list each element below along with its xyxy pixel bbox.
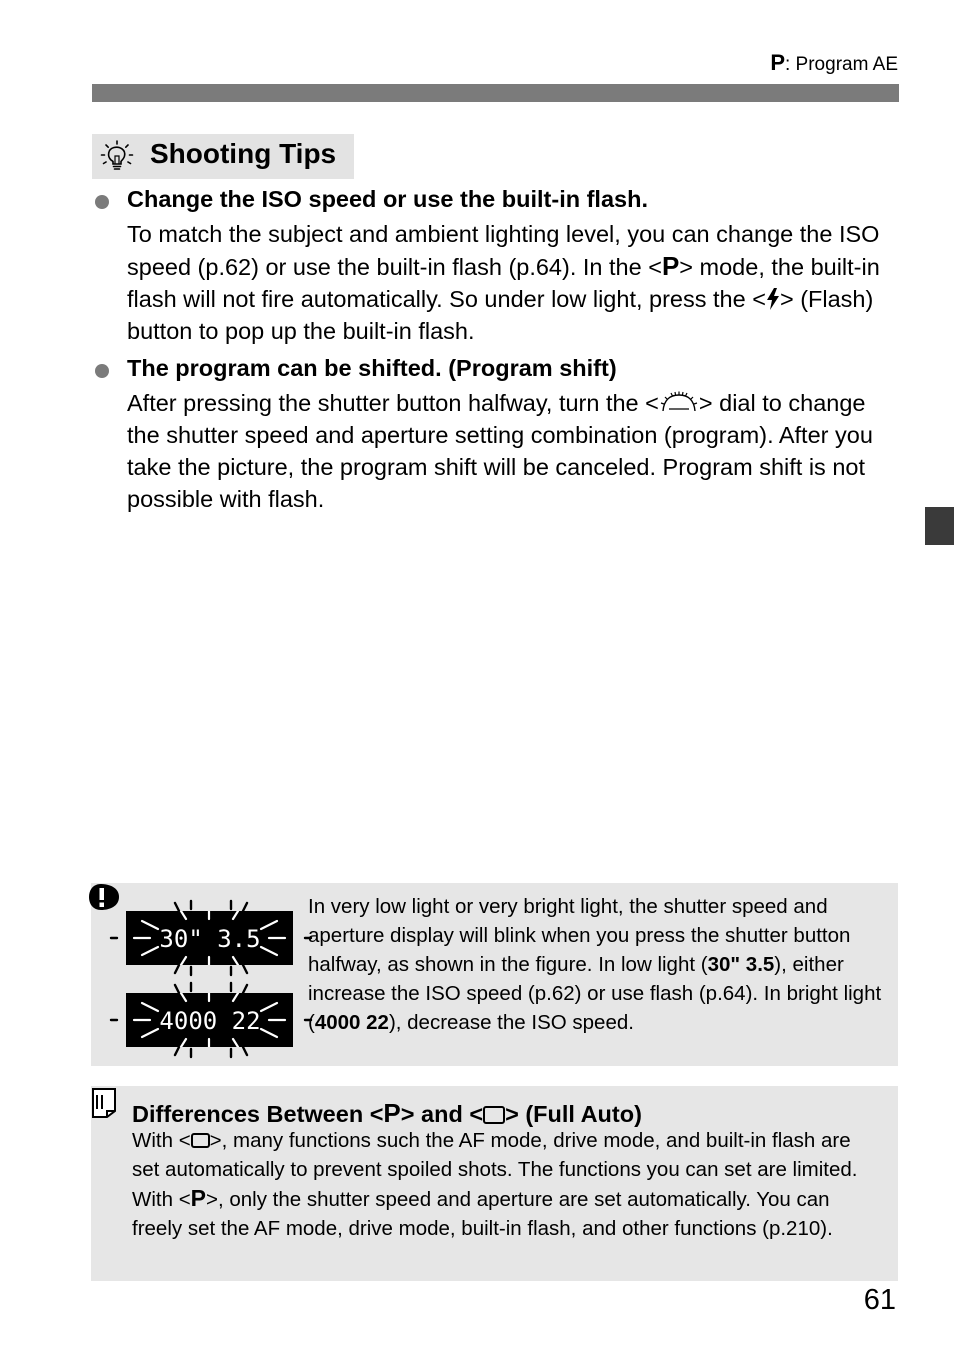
bullet-dot [95, 195, 109, 209]
note-body-part: >, many functions such the AF mode, drive mode, and built-in flash are set automatically to prevent spoiled shots. The functions you can set are limited. With < [132, 1129, 858, 1211]
page-header-title [770, 50, 898, 76]
tip-title: The program can be shifted. (Program shift) [127, 355, 617, 381]
program-mode-symbol: P [190, 1185, 207, 1211]
chapter-side-tab [925, 507, 954, 545]
note-body-part: With < [132, 1129, 191, 1152]
tip-body-text: > (Flash) button to pop up the built-in flash. [127, 286, 874, 344]
caution-bold-bright-light: 4000 22 [314, 1011, 389, 1034]
caution-text [308, 892, 888, 1037]
shooting-tips-heading-text: Shooting Tips [150, 138, 337, 169]
lcd-blink-marks [126, 993, 293, 1047]
note-panel [91, 1086, 898, 1281]
tip-body [127, 218, 897, 347]
header-title-text: : Program AE [785, 54, 898, 75]
caution-text-part: ), either increase the ISO speed (p.62) or use flash (p.64). In bright light ( [308, 953, 882, 1034]
header-rule-bar [92, 84, 899, 102]
caution-bold-low-light: 30" 3.5 [707, 953, 775, 976]
page-number: 61 [863, 1284, 896, 1316]
lcd-readout: 30" 3.5 [159, 925, 261, 953]
caution-panel [91, 883, 898, 1066]
lcd-readout: 4000 22 [159, 1007, 261, 1035]
lcd-display-low-light [126, 911, 293, 965]
full-auto-icon [483, 1106, 505, 1124]
main-dial-icon [659, 391, 699, 413]
note-body-part: >, only the shutter speed and aperture are set automatically. You can freely set the AF mode, drive mode, built-in flash, and other functions (p.210). [132, 1188, 833, 1240]
flash-icon [766, 288, 780, 310]
mode-letter: P [770, 50, 785, 75]
lcd-display-bright-light [126, 993, 293, 1047]
tip-body-text: > mode, the built-in flash will not fire automatically. So under low light, press the < [127, 254, 880, 312]
caution-text-part: In very low light or very bright light, the shutter speed and aperture display will blink when you press the shutter button halfway, as shown in the figure. In low light ( [308, 895, 851, 976]
note-title [132, 1098, 642, 1129]
tip-body [127, 387, 897, 515]
note-title-part: > (Full Auto) [505, 1101, 642, 1127]
tip-body-text: To match the subject and ambient lighting level, you can change the ISO speed (p.62) or use the built-in flash (p.64). In the < [127, 221, 880, 280]
note-title-part: Differences Between < [132, 1101, 384, 1127]
program-mode-symbol: P [661, 251, 680, 281]
tip-body-text: After pressing the shutter button halfway, turn the < [127, 390, 659, 416]
bullet-dot [95, 364, 109, 378]
tip-title: Change the ISO speed or use the built-in flash. [127, 186, 648, 212]
caution-text-part: ), decrease the ISO speed. [388, 1011, 634, 1034]
lcd-blink-marks [126, 911, 293, 965]
shooting-tips-heading [92, 134, 354, 179]
program-mode-symbol: P [383, 1098, 401, 1128]
tip-body-text: > dial to change the shutter speed and aperture setting combination (program). After you take the picture, the program shift will be canceled. Program shift is not possible with flash. [127, 390, 873, 512]
note-title-part: > and < [400, 1101, 484, 1127]
note-icon [91, 1087, 117, 1119]
full-auto-icon [191, 1133, 210, 1148]
lightbulb-icon [100, 140, 134, 174]
note-body [132, 1126, 882, 1243]
